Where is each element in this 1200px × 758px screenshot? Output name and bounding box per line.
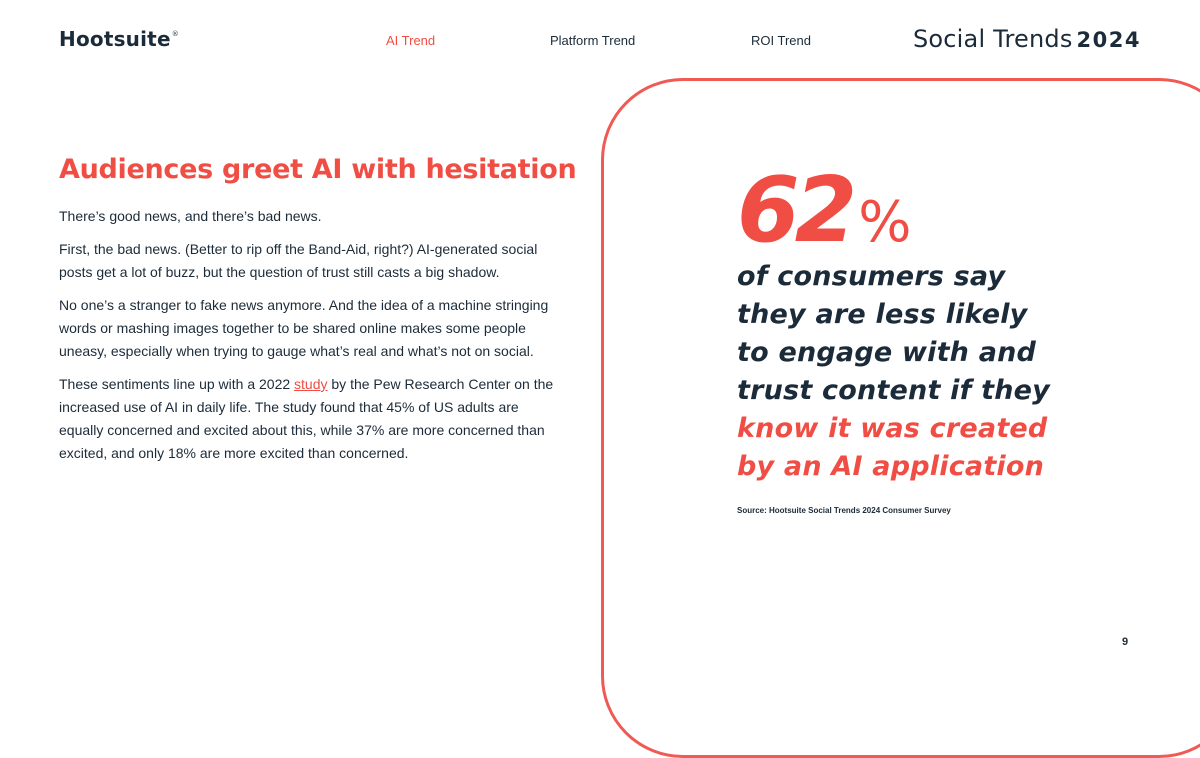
stat-line-3: to engage with and	[737, 337, 1037, 368]
nav-roi-trend[interactable]: ROI Trend	[751, 33, 811, 48]
paragraph-intro: There’s good news, and there’s bad news.	[59, 208, 322, 224]
paragraph-bad-news: First, the bad news. (Better to rip off the Band-Aid, right?) AI-generated social posts get a lot of buzz, but the question of trust still casts a big shadow.	[59, 241, 538, 280]
stat-percent-sign: %	[858, 190, 912, 255]
report-title	[913, 25, 1141, 53]
stat-number: 62	[737, 158, 853, 263]
stat-line-6: by an AI application	[737, 451, 1045, 482]
stat-description	[737, 258, 1157, 486]
study-text-before: These sentiments line up with a 2022	[59, 376, 295, 392]
paragraph-study	[59, 373, 559, 465]
body-text	[59, 205, 559, 475]
paragraph-fake-news: No one’s a stranger to fake news anymore. And the idea of a machine stringing words or mashing images together to be shared online makes some people uneasy, especially when trying to gauge what’s real and what’s not on social.	[59, 297, 549, 359]
stat-line-2: they are less likely	[737, 299, 1028, 330]
nav-ai-trend[interactable]: AI Trend	[386, 33, 436, 48]
report-year: 2024	[1076, 28, 1141, 52]
report-title-text: Social Trends	[912, 25, 1073, 53]
source-citation: Source: Hootsuite Social Trends 2024 Consumer Survey	[737, 506, 951, 515]
registered-mark: ®	[171, 30, 179, 38]
page-number: 9	[1122, 636, 1129, 648]
study-text-after: by the Pew Research Center on the increased use of AI in daily life. The study found that 45% of US adults are equally concerned and excited about this, while 37% are more concerned than excited, and only 18% are more excited than concerned.	[59, 376, 554, 461]
stat-line-5: know it was created	[737, 413, 1048, 444]
hootsuite-logo[interactable]	[59, 27, 179, 51]
nav-platform-trend[interactable]: Platform Trend	[550, 33, 636, 48]
page-heading: Audiences greet AI with hesitation	[59, 154, 577, 185]
stat-line-4: trust content if they	[737, 375, 1050, 406]
logo-text: Hootsuite	[59, 27, 171, 51]
stat-figure	[737, 158, 912, 263]
stat-line-1: of consumers say	[737, 261, 1006, 292]
study-link[interactable]: study	[294, 376, 328, 392]
